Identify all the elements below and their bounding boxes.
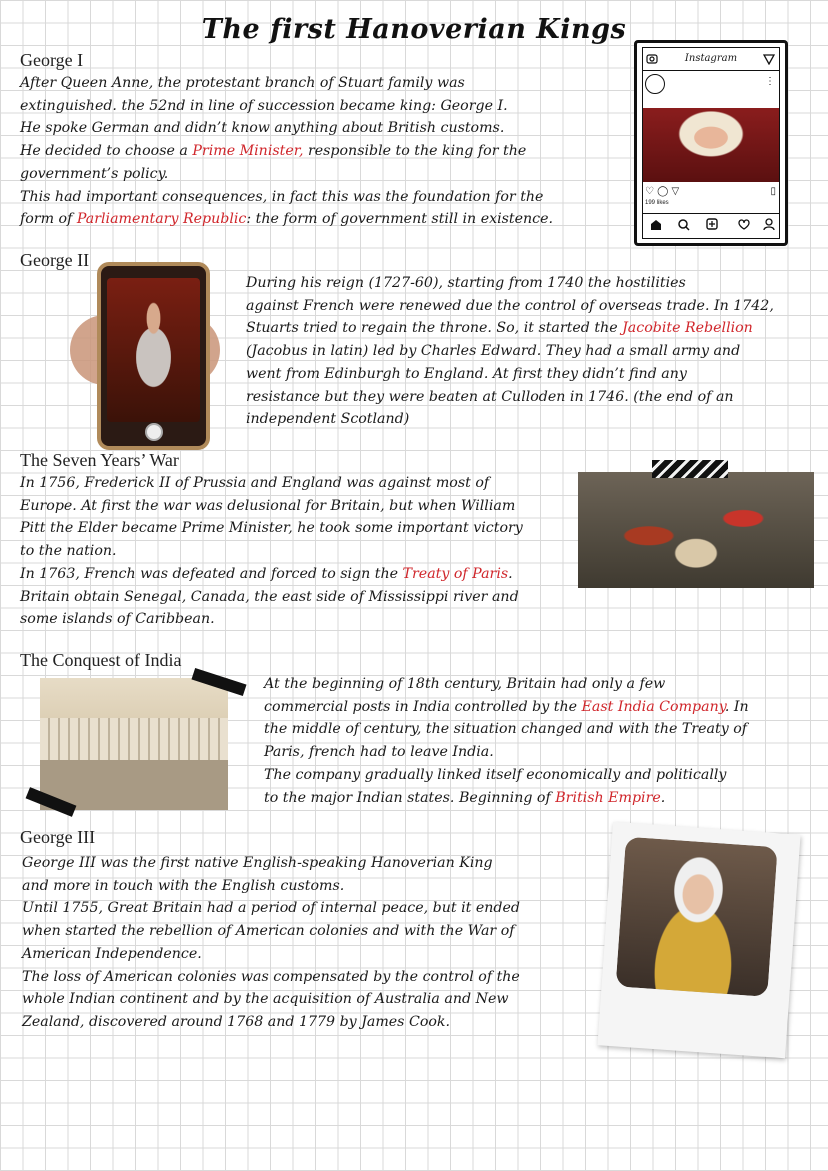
- text-line: This had important consequences, in fact this was the foundation for the: [20, 188, 544, 205]
- text-line: He decided to choose a Prime Minister, responsible to the king for the: [20, 143, 527, 160]
- text-line: In 1756, Frederick II of Prussia and England was against most of: [20, 475, 490, 491]
- instagram-header: [643, 48, 779, 71]
- heart-icon: [739, 220, 749, 229]
- text-line: Stuarts tried to regain the throne. So, it started the Jacobite Rebellion: [246, 320, 753, 337]
- george-ii-text: [246, 272, 814, 431]
- india-text: [264, 673, 816, 809]
- text-line: Until 1755, Great Britain had a period of internal peace, but it ended: [22, 900, 520, 917]
- george-ii-portrait: [107, 278, 200, 422]
- text-line: commercial posts in India controlled by the East India Company. In: [264, 698, 749, 715]
- george-i-text: [20, 72, 630, 231]
- text-line: He spoke German and didn’t know anything about British customs.: [20, 120, 505, 137]
- text-line: In 1763, French was defeated and forced to sign the Treaty of Paris.: [20, 565, 513, 582]
- text-line: (Jacobus in latin) led by Charles Edward. They had a small army and: [246, 343, 741, 360]
- text-line: government’s policy.: [20, 165, 169, 182]
- text-line: form of Parliamentary Republic: the form of government still in existence.: [20, 211, 554, 228]
- text-line: After Queen Anne, the protestant branch of Stuart family was: [20, 75, 465, 91]
- text-line: independent Scotland): [246, 411, 410, 428]
- section-heading-george-i: George I: [20, 50, 84, 70]
- text-line: when started the rebellion of American colonies and with the War of: [22, 923, 515, 940]
- text-line: whole Indian continent and by the acquisition of Australia and New: [22, 991, 509, 1008]
- highlight-east-india-company: East India Company: [581, 698, 725, 715]
- text-line: Paris, french had to leave India.: [264, 744, 494, 761]
- text-line: The company gradually linked itself economically and politically: [264, 766, 727, 783]
- text-line: Europe. At first the war was delusional for Britain, but when William: [20, 497, 516, 514]
- avatar: [645, 74, 665, 94]
- text-line: and more in touch with the English customs.: [22, 877, 345, 894]
- post-actions-icons: ♡ ◯ ▽: [645, 186, 680, 197]
- likes-count: 199 likes: [645, 200, 669, 206]
- text-line: Pitt the Elder became Prime Minister, he took some important victory: [20, 520, 523, 537]
- seven-years-war-text: [20, 472, 580, 631]
- text-line: extinguished. the 52nd in line of succession became king: George I.: [20, 97, 508, 114]
- phone-image: [97, 262, 210, 450]
- text-line: American Independence.: [22, 945, 202, 962]
- more-icon: ⋮: [765, 76, 775, 87]
- death-of-wolfe-painting: [578, 472, 814, 588]
- text-line: The loss of American colonies was compensated by the control of the: [22, 968, 520, 985]
- profile-icon: [766, 219, 772, 225]
- highlight-prime-minister: Prime Minister,: [192, 143, 304, 160]
- text-line: to the nation.: [20, 543, 117, 560]
- page-title: The first Hanoverian Kings: [201, 14, 627, 45]
- section-heading-seven-years-war: The Seven Years’ War: [20, 450, 179, 470]
- text-line: to the major Indian states. Beginning of British Empire.: [264, 789, 666, 806]
- bookmark-icon: ▯: [770, 186, 776, 197]
- text-line: the middle of century, the situation changed and with the Treaty of: [264, 721, 748, 738]
- text-line: resistance but they were beaten at Culloden in 1746. (the end of an: [246, 388, 734, 405]
- highlight-british-empire: British Empire: [555, 789, 661, 806]
- text-line: some islands of Caribbean.: [20, 611, 215, 628]
- text-line: At the beginning of 18th century, Britain had only a few: [264, 676, 666, 692]
- instagram-frame: [634, 40, 788, 246]
- text-line: During his reign (1727-60), starting from 1740 the hostilities: [246, 275, 686, 291]
- text-line: George III was the first native English-speaking Hanoverian King: [22, 855, 493, 871]
- instagram-brand: Instagram: [684, 53, 738, 64]
- section-heading-conquest-of-india: The Conquest of India: [20, 650, 182, 670]
- george-iii-text: [22, 852, 592, 1034]
- text-line: Britain obtain Senegal, Canada, the east side of Mississippi river and: [20, 588, 519, 605]
- george-i-portrait: [643, 108, 779, 182]
- section-heading-george-ii: George II: [20, 250, 90, 270]
- shutter-icon: [145, 423, 163, 441]
- highlight-treaty-of-paris: Treaty of Paris: [402, 565, 509, 582]
- send-icon: [763, 48, 775, 70]
- washi-tape: [652, 460, 728, 478]
- polaroid-frame: [597, 822, 800, 1059]
- text-line: Zealand, discovered around 1768 and 1779 by James Cook.: [22, 1013, 451, 1030]
- search-icon: [679, 220, 687, 228]
- section-heading-george-iii: George III: [20, 827, 96, 847]
- instagram-nav: [643, 213, 779, 238]
- highlight-jacobite-rebellion: Jacobite Rebellion: [622, 320, 753, 337]
- text-line: against French were renewed due the control of overseas trade. In 1742,: [246, 297, 774, 314]
- george-iii-portrait: [616, 837, 778, 997]
- text-line: went from Edinburgh to England. At first they didn’t find any: [246, 365, 687, 382]
- camera-icon: [646, 48, 658, 70]
- home-icon: [651, 220, 661, 230]
- highlight-parliamentary-republic: Parliamentary Republic: [76, 211, 247, 228]
- east-india-house-image: [40, 678, 228, 810]
